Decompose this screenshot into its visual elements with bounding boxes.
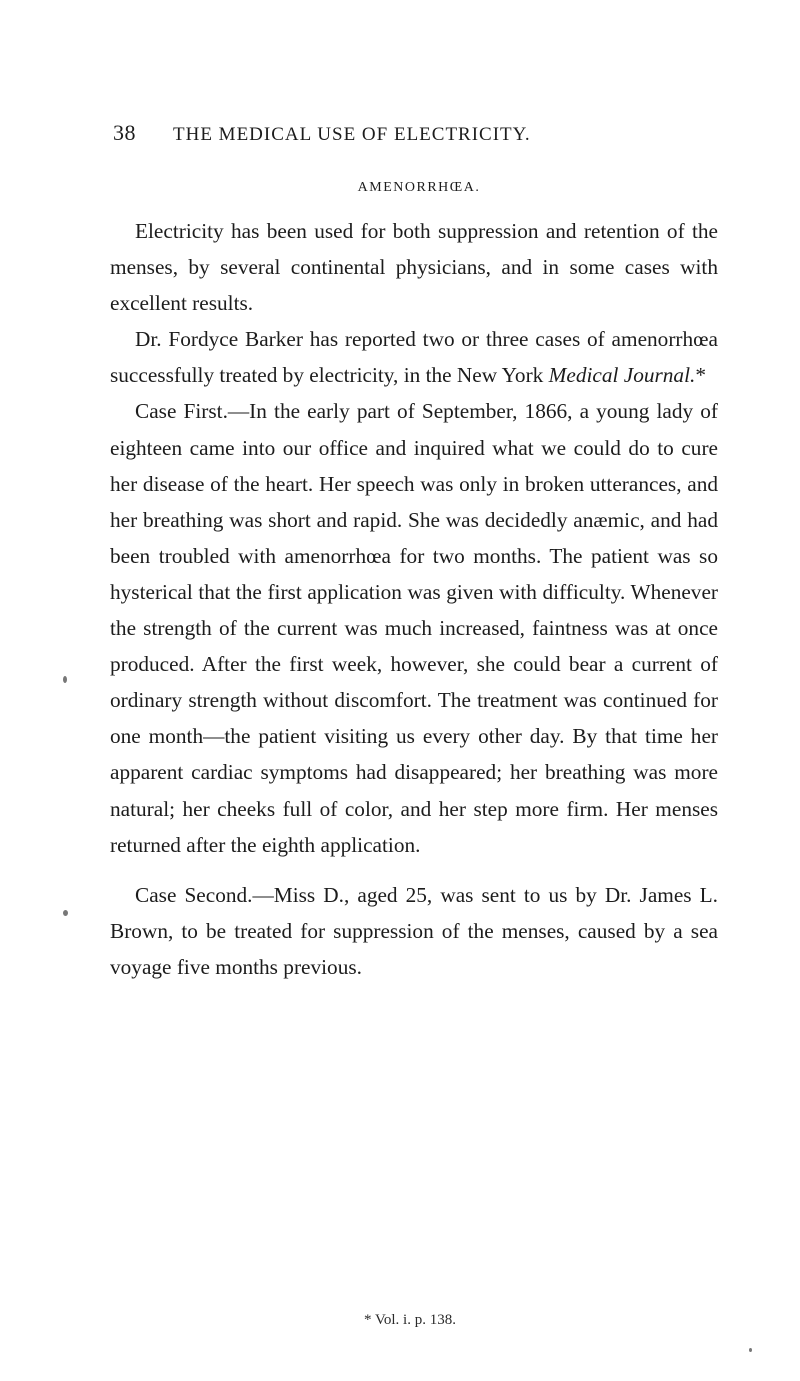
paragraph-intro: Electricity has been used for both suppression and retention of the menses, by several continental physicians, and in some cases with excellent results. [110,219,718,316]
page-number: 38 [113,120,136,145]
print-speck [749,1348,752,1352]
footnote: * Vol. i. p. 138. [364,1312,456,1328]
print-speck [63,676,67,683]
running-head [113,120,713,146]
paragraph-case-first: Case First.—In the early part of September, 1866, a young lady of eighteen came into our office and inquired what we could do to cure her disease of the heart. Her speech was only in broken utterances, and her breathing was short and rapid. She was decidedly anæmic, and had been troubled with amenorrhœa for two months. The patient was so hysterical that the first application was given with difficulty. Whenever the strength of the current was much increased, faintness was at once produced. After the first week, however, she could bear a current of ordinary strength without discomfort. The treatment was continued for one month—the patient visiting us every other day. By that time her apparent cardiac symptoms had disappeared; her breathing was more natural; her cheeks full of color, and her step more firm. Her menses returned after the eighth application. [110,399,718,857]
footnote-marker: * [695,363,706,388]
running-title: THE MEDICAL USE OF ELECTRICITY. [173,124,531,145]
print-speck [63,910,68,916]
paragraph-case-second: Case Second.—Miss D., aged 25, was sent to us by Dr. James L. Brown, to be treated for suppression of the menses, caused by a sea voyage five months previous. [110,882,718,979]
section-heading: AMENORRHŒA. [357,180,481,195]
body-text [110,213,718,985]
paragraph-barker: Dr. Fordyce Barker has reported two or three cases of amenorrhœa successfully treated by electricity, in the New York Medical Journal.* [110,327,718,388]
journal-title: Medical Journal. [548,363,696,388]
